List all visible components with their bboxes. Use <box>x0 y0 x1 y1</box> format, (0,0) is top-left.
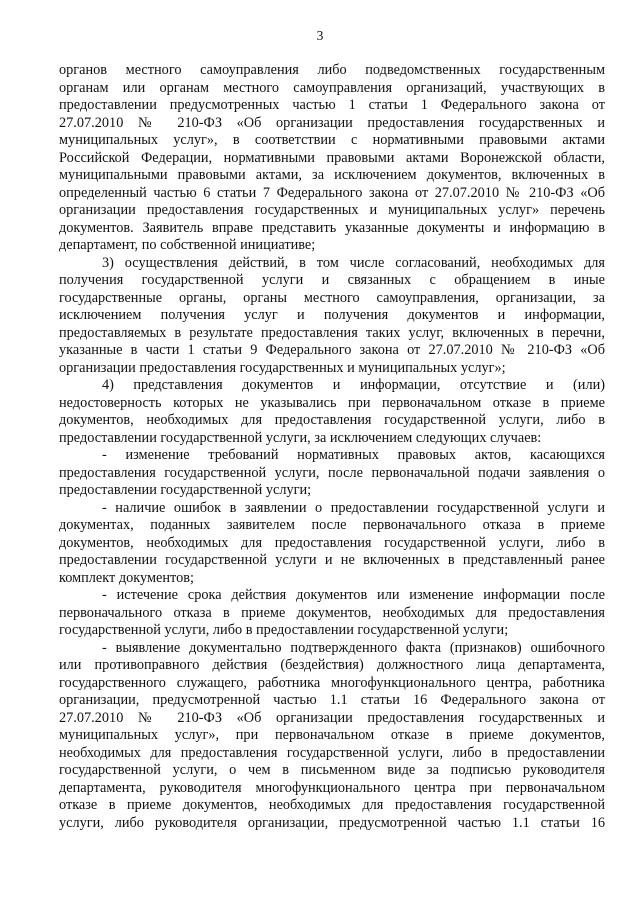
text-line: - истечение срока действия документов или изменение информации после <box>102 587 605 603</box>
text-line: организации, предусмотренной частью 1.1 статьи 16 Федерального закона от <box>59 692 605 708</box>
text-line: Российской Федерации, нормативными правовыми актами Воронежской области, <box>59 149 605 166</box>
text-line: муниципальных услуг», при первоначальном отказе в приеме документов, <box>59 727 605 743</box>
text-line: организации предоставления государственных и муниципальных услуг» перечень <box>59 202 605 218</box>
page-number: 3 <box>316 28 324 43</box>
text-line: предоставлении государственной услуги, за исключением следующих случаев: <box>59 429 542 446</box>
text-line: документов, необходимых для предоставления государственной услуги, либо в <box>59 412 605 428</box>
text-line: или противоправного действия (бездействия) должностного лица департамента, <box>59 657 605 673</box>
text-line: органов местного самоуправления либо подведомственных государственным <box>59 62 605 78</box>
text-line: государственного служащего, работника многофункционального центра, работника <box>59 674 605 691</box>
text-line: документов, необходимых для предоставления государственной услуги, либо в <box>59 534 605 551</box>
text-line: 27.07.2010 № 210-ФЗ «Об организации предоставления государственных и <box>59 114 605 131</box>
text-line: первоначального отказа в приеме документов, необходимых для предоставления <box>59 604 605 621</box>
text-line: - наличие ошибок в заявлении о предоставлении государственной услуги и <box>102 499 605 516</box>
text-line: документах, поданных заявителем после первоначального отказа в приеме <box>59 517 605 533</box>
text-line: государственной услуги, о чем в письменном виде за подписью руководителя <box>59 762 605 778</box>
text-line: отказе в приеме документов, необходимых для предоставления государственной <box>59 797 605 813</box>
document-body <box>59 62 605 832</box>
text-line: департамент, по собственной инициативе; <box>59 237 316 253</box>
text-line: департамента, руководителя многофункционального центра при первоначальном <box>59 779 605 796</box>
text-line: 27.07.2010 № 210-ФЗ «Об организации предоставления государственных и <box>59 709 605 726</box>
text-line: предоставляемых в результате предоставления таких услуг, включенных в перечни, <box>59 324 605 341</box>
text-line: комплект документов; <box>59 569 194 586</box>
text-line: - изменение требований нормативных правовых актов, касающихся <box>102 447 605 463</box>
text-line: исключением получения услуг и получения документов и информации, <box>59 307 605 323</box>
text-line: предоставлении предусмотренных частью 1 статьи 1 Федерального закона от <box>59 97 605 113</box>
text-line: определенный частью 6 статьи 7 Федерального закона от 27.07.2010 № 210-ФЗ «Об <box>59 184 605 201</box>
text-line: услуги, либо руководителя организации, предусмотренной частью 1.1 статьи 16 <box>59 814 605 831</box>
text-line: 4) представления документов и информации, отсутствие и (или) <box>102 377 605 393</box>
text-line: указанные в части 1 статьи 9 Федерального закона от 27.07.2010 № 210-ФЗ «Об <box>59 342 605 358</box>
text-line: получения государственной услуги и связанных с обращением в иные <box>59 272 605 288</box>
text-line: муниципальными правовыми актами, за исключением документов, включенных в <box>59 167 605 183</box>
text-line: - выявление документально подтвержденного факта (признаков) ошибочного <box>102 639 605 656</box>
text-line: документов. Заявитель вправе представить указанные документы и информацию в <box>59 219 605 236</box>
text-line: недостоверность которых не указывались при первоначальном отказе в приеме <box>59 394 605 411</box>
text-line: необходимых для предоставления государственной услуги, либо в предоставлении <box>59 744 605 761</box>
text-line: организации предоставления государственных и муниципальных услуг»; <box>59 359 506 376</box>
text-line: муниципальных услуг», в соответствии с нормативными правовыми актами <box>59 132 605 148</box>
text-line: органам или органам местного самоуправления организаций, участвующих в <box>59 79 605 96</box>
text-line: государственной услуги, либо в предоставлении государственной услуги; <box>59 622 509 638</box>
text-line: государственные органы, органы местного самоуправления, организации, за <box>59 289 605 306</box>
text-line: предоставлении государственной услуги и не включенных в представленный ранее <box>59 552 605 568</box>
text-line: предоставлении государственной услуги; <box>59 482 312 498</box>
text-line: предоставления государственной услуги, после первоначальной подачи заявления о <box>59 464 605 481</box>
text-line: 3) осуществления действий, в том числе согласований, необходимых для <box>102 254 605 271</box>
